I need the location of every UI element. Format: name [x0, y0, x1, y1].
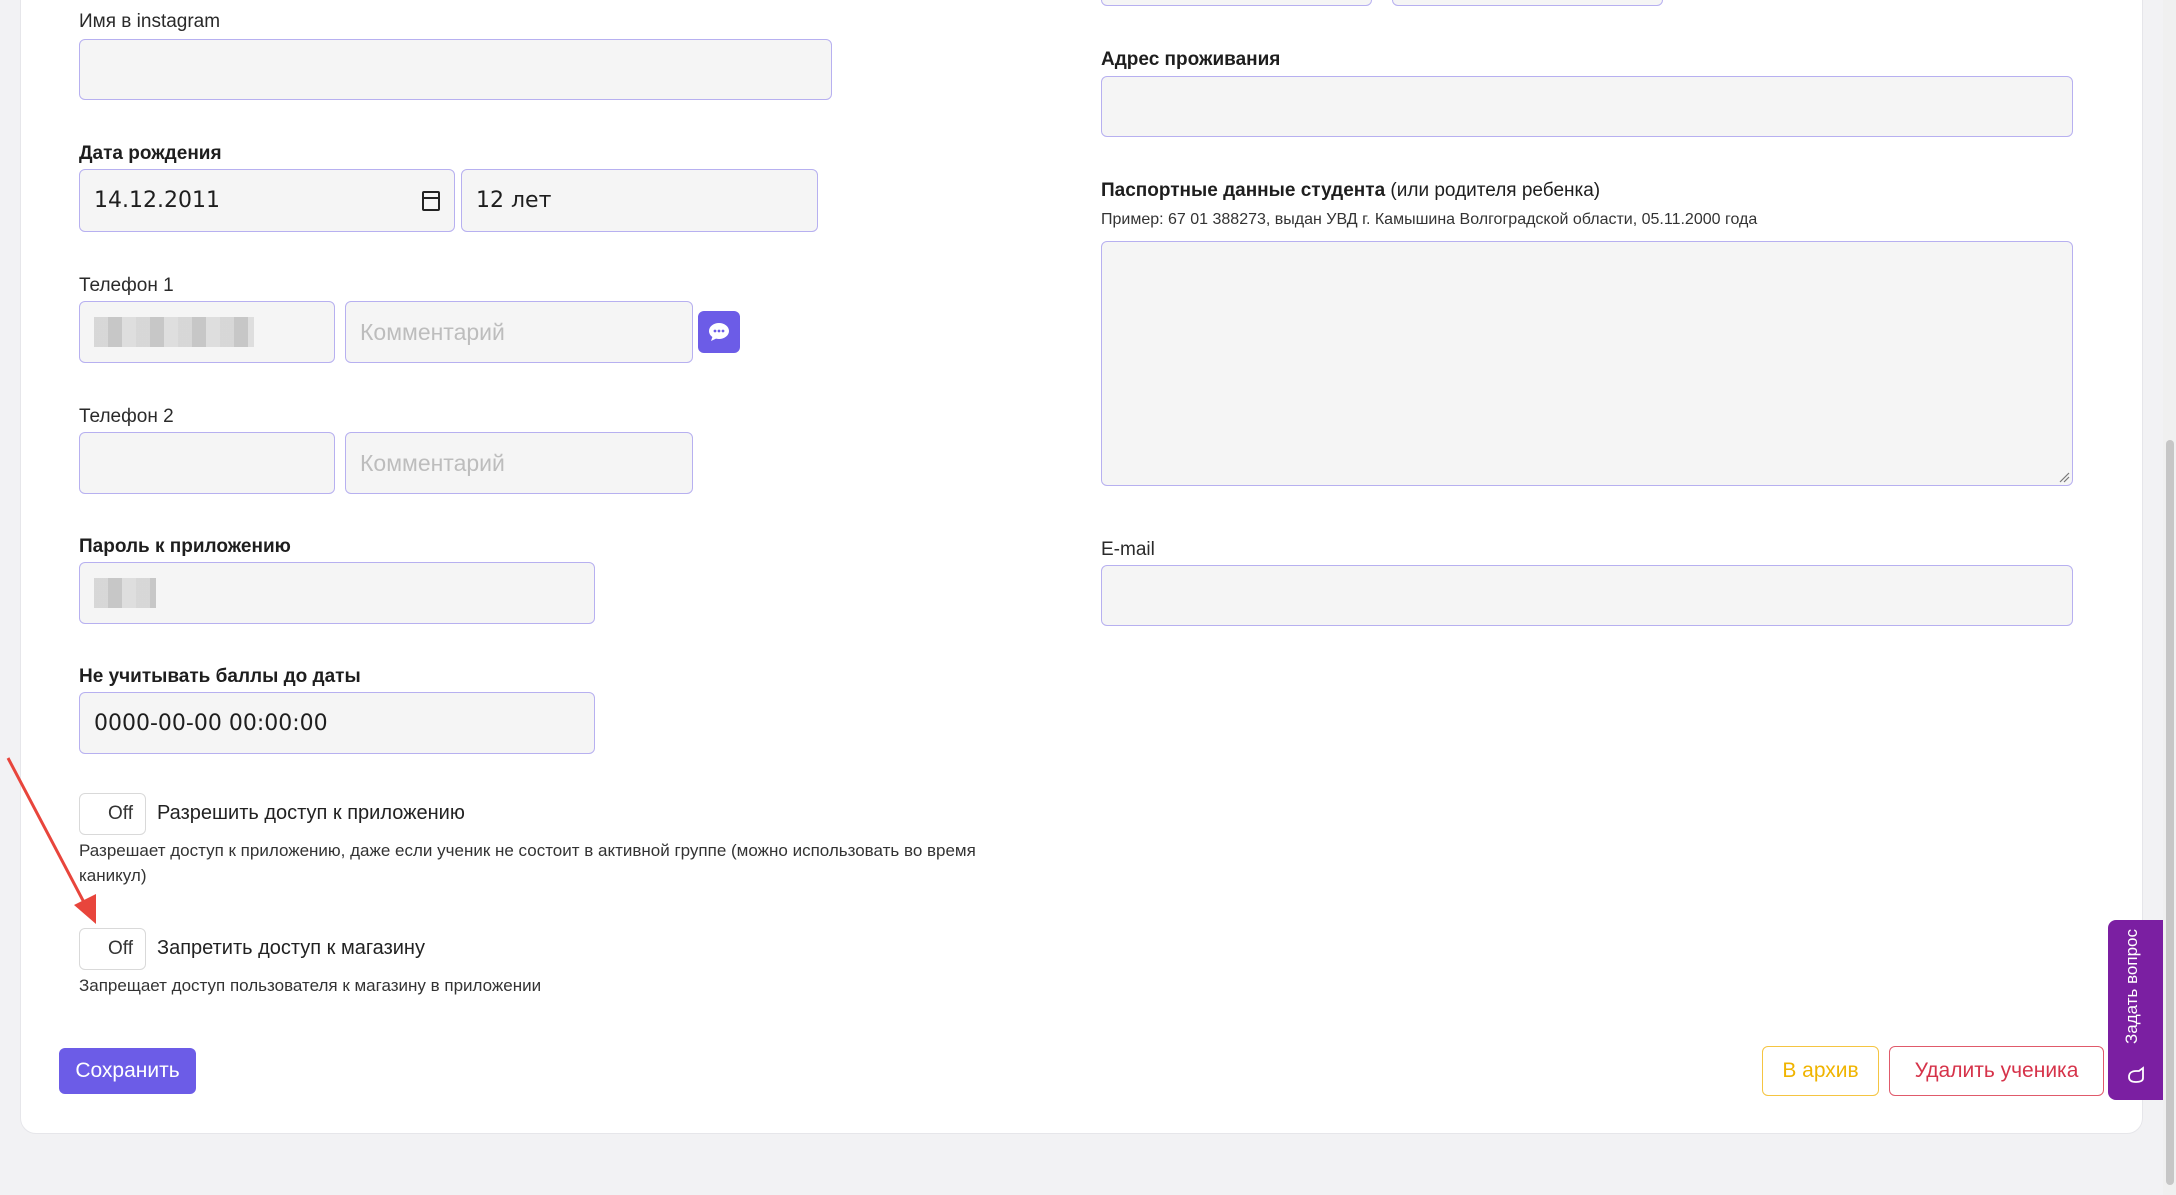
phone2-input[interactable] — [79, 432, 335, 494]
password-input[interactable] — [79, 562, 595, 624]
address-input[interactable] — [1101, 76, 2073, 137]
password-redacted-value — [94, 578, 156, 608]
points-date-value: 0000-00-00 00:00:00 — [94, 710, 328, 736]
passport-hint: Пример: 67 01 388273, выдан УВД г. Камышина Волгоградской области, 05.11.2000 года — [1101, 211, 1758, 228]
points-date-input[interactable] — [79, 692, 595, 754]
points-date-label: Не учитывать баллы до даты — [79, 666, 361, 687]
instagram-input[interactable] — [79, 39, 832, 100]
ask-question-widget[interactable] — [2108, 920, 2163, 1100]
password-label: Пароль к приложению — [79, 536, 291, 557]
email-input[interactable] — [1101, 565, 2073, 626]
allow-app-help: Разрешает доступ к приложению, даже если ученик не состоит в активной группе (можно использовать во время каникул) — [79, 841, 976, 885]
delete-student-button[interactable]: Удалить ученика — [1889, 1046, 2104, 1096]
phone1-input[interactable] — [79, 301, 335, 363]
resize-handle-icon[interactable] — [2058, 471, 2070, 483]
scrollbar-thumb[interactable] — [2166, 440, 2174, 1185]
annotation-arrow-icon — [0, 750, 110, 930]
top-field-1[interactable] — [1101, 0, 1372, 6]
phone1-comment-input[interactable] — [345, 301, 693, 363]
question-bubble-icon — [2125, 1060, 2147, 1084]
ask-question-label: Задать вопрос — [2122, 929, 2141, 1044]
phone1-redacted-value — [94, 317, 254, 347]
passport-textarea[interactable] — [1101, 241, 2073, 486]
save-button[interactable]: Сохранить — [59, 1048, 196, 1094]
phone2-label: Телефон 2 — [79, 406, 174, 427]
chat-bubble-icon — [707, 321, 731, 343]
deny-shop-label: Запретить доступ к магазину — [157, 937, 425, 959]
age-field — [461, 169, 818, 232]
deny-shop-toggle-state: Off — [108, 938, 133, 959]
deny-shop-help: Запрещает доступ пользователя к магазину в приложении — [79, 976, 542, 995]
allow-app-label: Разрешить доступ к приложению — [157, 802, 465, 824]
address-label: Адрес проживания — [1101, 49, 1281, 70]
top-field-2[interactable] — [1392, 0, 1663, 6]
birthdate-value: 14.12.2011 — [94, 188, 220, 213]
passport-label — [1101, 180, 1600, 202]
passport-label-bold: Паспортные данные студента — [1101, 180, 1386, 201]
birthdate-label: Дата рождения — [79, 143, 222, 164]
age-value: 12 лет — [476, 188, 552, 213]
calendar-icon[interactable] — [422, 191, 440, 211]
archive-button[interactable]: В архив — [1762, 1046, 1879, 1096]
deny-shop-toggle[interactable] — [79, 928, 146, 970]
phone2-comment-placeholder: Комментарий — [360, 449, 505, 476]
passport-label-note: (или родителя ребенка) — [1385, 180, 1601, 201]
birthdate-input[interactable] — [79, 169, 455, 232]
phone2-comment-input[interactable] — [345, 432, 693, 494]
email-label: E-mail — [1101, 539, 1155, 560]
phone1-comment-placeholder: Комментарий — [360, 318, 505, 345]
phone1-label: Телефон 1 — [79, 275, 174, 296]
instagram-label: Имя в instagram — [79, 11, 221, 32]
send-message-button[interactable] — [698, 311, 740, 353]
allow-app-toggle-state: Off — [108, 803, 133, 824]
